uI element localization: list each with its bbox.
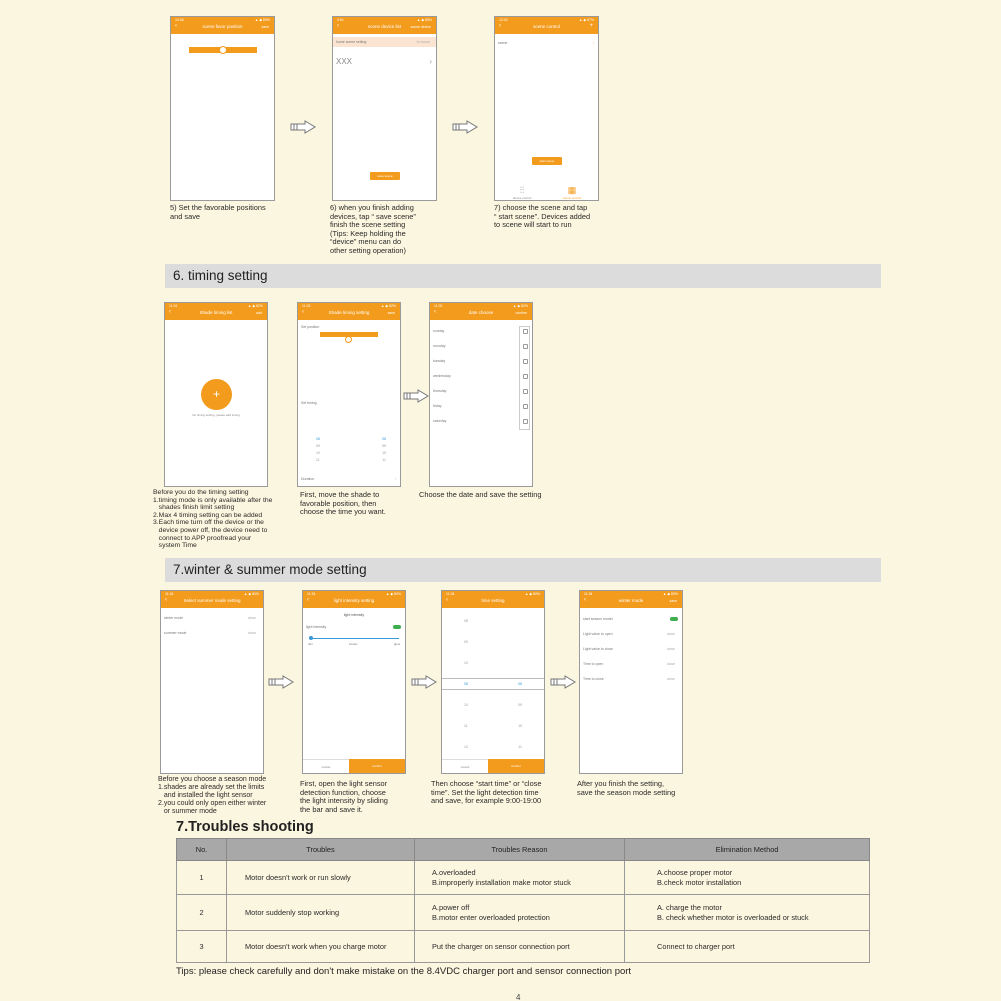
arrow-right-icon [411,675,437,689]
phone-screen-scene-device-list [332,16,437,201]
set-position-label: Set position [301,325,320,329]
column-header: No. [177,839,227,861]
save-button[interactable]: save [387,311,395,315]
column-header: Troubles [227,839,415,861]
app-header [442,591,544,608]
screen-title: Shade timing setting [328,310,370,315]
app-header [165,303,267,320]
slider-label-glow: glow [393,642,400,646]
tips-text: Tips: please check carefully and don't make mistake on the 8.4VDC charger port and sensor connection port [176,966,632,977]
table-row [177,861,870,895]
section-title-season-mode: 7.winter & summer mode setting [165,558,881,582]
day-label: sunday [433,329,445,333]
hour-value: 12 [464,745,468,749]
scene-setting-row[interactable] [333,37,436,47]
day-label: tuesday [433,359,446,363]
status-bar: 11:02 ▲ ◆ 82% [302,304,396,308]
screen-title: date choose [468,310,494,315]
duration-row[interactable] [298,477,400,481]
phone-screen-season-select [160,590,264,774]
start-scene-button[interactable]: start scene [532,157,562,165]
add-timing-fab[interactable] [201,379,232,410]
slider-labels [308,642,400,646]
screen-title: light intensity setting [333,598,375,603]
day-label: wednesday [433,374,451,378]
add-scene-button[interactable]: + [589,23,593,29]
phone-screen-timing-list [164,302,268,487]
column-header: Troubles Reason [415,839,625,861]
row-value: close [666,662,675,666]
slider-label-border: border [349,642,358,646]
start-season-label: start season model [583,617,613,621]
caption-step-5: 5) Set the favorable positions and save [170,203,266,221]
time-open-row[interactable] [580,662,682,666]
method-cell: A.choose proper motor B.check motor installation [625,861,870,895]
arrow-right-icon [550,675,576,689]
caption-timing-step2: Choose the date and save the setting [419,490,542,499]
section-title-timing: 6. timing setting [165,264,881,288]
hour-value: 11 [464,724,468,728]
status-bar: 11:01 ▲ ◆ 82% [169,304,263,308]
back-icon[interactable]: ‹ [446,597,448,603]
day-label: saturday [433,419,447,423]
scene-grid-icon: ▦ [567,185,577,195]
checkbox-icon[interactable] [523,374,528,379]
row-number: 1 [177,861,227,895]
confirm-tab[interactable]: confirm [349,759,405,773]
slider-handle-icon[interactable] [309,636,313,640]
screen-title: Select summer mode setting [183,598,241,603]
minute-value: 11 [382,458,386,462]
phone-screen-date-choose [429,302,533,487]
time-picker[interactable] [316,437,386,471]
time-open-label: Time to open [583,662,604,666]
device-row[interactable] [333,57,436,71]
chevron-right-icon: › [429,57,432,66]
caption-timing-notes: Before you do the timing setting 1.timing mode is only available after the shades finish limit setting 2.Max 4 timing setting can be added 3.Each time turn off the device or the device power off, the device need to connect to APP proofread your system Time [153,489,273,550]
chevron-right-icon: › [592,41,594,45]
save-button[interactable]: save [669,599,677,603]
mode-status: close [247,631,256,635]
minute-value: 09 [382,444,386,448]
app-header [430,303,532,320]
troubleshooting-title: 7.Troubles shooting [176,819,314,835]
add-timing-button[interactable]: add [256,311,262,315]
confirm-tab[interactable]: confirm [488,759,544,773]
cancel-tab[interactable]: cancel [303,759,349,773]
trouble-cell: Motor suddenly stop working [227,895,415,931]
shade-handle-icon[interactable] [219,46,227,54]
hour-selected: 08 [464,682,468,686]
device-control-label: device control [512,196,532,200]
day-row[interactable] [430,344,532,348]
phone-screen-scene-control [494,16,599,201]
status-bar: 11:02 ▲ ◆ 82% [434,304,528,308]
time-close-row[interactable] [580,677,682,681]
phone-screen-timing-setting [297,302,401,487]
checkbox-icon[interactable] [523,419,528,424]
status-bar: 11:34 ▲ ◆ 80% [446,592,540,596]
phone-screen-winter-mode [579,590,683,774]
status-bar: 11:34 ▲ ◆ 80% [165,592,259,596]
time-close-label: Time to close [583,677,604,681]
page-number: 4 [516,993,521,1001]
back-icon[interactable]: ‹ [584,597,586,603]
scene-device-button[interactable]: scene device [410,25,431,29]
mode-status: close [247,616,256,620]
row-value: close [666,677,675,681]
hour-value: 10 [316,451,320,455]
checkbox-icon[interactable] [523,389,528,394]
day-row[interactable] [430,419,532,423]
app-header [580,591,682,608]
confirm-button[interactable]: confirm [515,311,527,315]
arrow-right-icon [268,675,294,689]
back-icon[interactable]: ‹ [434,309,436,315]
caption-season-step1: First, open the light sensor detection function, choose the light intensity by sliding the bar and save it. [300,779,388,814]
arrow-right-icon [290,120,316,134]
reason-cell: A.overloaded B.improperly installation make motor stuck [415,861,625,895]
back-icon[interactable]: ‹ [337,23,339,29]
light-open-label: Light value to open [583,632,613,636]
hour-value: 08 [464,619,468,623]
status-bar: 12:02 ▲ ◆ 87% [499,18,594,22]
troubleshooting-table [176,838,870,963]
minute-value: 10 [518,724,522,728]
caption-timing-step1: First, move the shade to favorable position, then choose the time you want. [300,490,386,517]
device-name: XXX [336,57,353,66]
hour-value: 10 [464,661,468,665]
hour-value: 09 [316,444,320,448]
season-toggle[interactable] [670,617,678,621]
checkbox-icon[interactable] [523,359,528,364]
back-icon[interactable]: ‹ [175,23,177,29]
status-bar: 10:06 ▲ ◆ 89% [175,18,270,22]
start-season-row[interactable] [580,617,682,621]
winter-mode-row[interactable] [161,616,263,620]
chevron-right-icon: › [394,477,396,481]
back-icon[interactable]: ‹ [165,597,167,603]
app-header [298,303,400,320]
light-intensity-heading: light intensity [343,613,365,617]
time-wheel[interactable] [464,619,522,766]
light-close-label: Light value to close [583,647,613,651]
save-scene-button[interactable]: save scene [370,172,400,180]
minute-value: 08 [382,437,386,441]
trouble-cell: Motor doesn't work or run slowly [227,861,415,895]
screen-title: winter mode [618,598,644,603]
table-header-row [177,839,870,861]
minute-value: 09 [518,703,522,707]
screen-title: scene device list [367,24,402,29]
caption-season-step2: Then choose “start time” or “close time”. Set the light detection time and save, for example 9:00-19:00 [431,779,542,806]
status-bar: 11:34 ▲ ◆ 80% [307,592,401,596]
app-header [303,591,405,608]
scene-setting-value: to house [416,40,430,44]
day-row[interactable] [430,329,532,333]
day-label: monday [433,344,446,348]
reason-cell: A.power off B.motor enter overloaded protection [415,895,625,931]
back-icon[interactable]: ‹ [499,23,501,29]
minute-selected: 08 [518,682,522,686]
day-row[interactable] [430,389,532,393]
duration-label: Duration [301,477,315,481]
method-cell: Connect to charger port [625,931,870,963]
app-header [495,17,598,34]
back-icon[interactable]: ‹ [169,309,171,315]
method-cell: A. charge the motor B. check whether motor is overloaded or stuck [625,895,870,931]
row-value: close [666,647,675,651]
reason-cell: Put the charger on sensor connection port [415,931,625,963]
app-header [333,17,436,34]
scene-label: scene [498,41,508,45]
screen-title: time setting [481,598,505,603]
phone-screen-time-setting [441,590,545,774]
plus-icon: + [212,387,220,401]
light-intensity-row[interactable] [303,625,405,629]
day-label: friday [433,404,442,408]
sliders-icon: ⫶⫶ [519,185,525,195]
light-intensity-slider[interactable] [309,638,399,639]
row-number: 2 [177,895,227,931]
screen-title: scene control [533,24,560,29]
scene-control-label: scene control [563,196,581,200]
screen-title: scene favor position [202,24,243,29]
caption-season-notes: Before you choose a season mode 1.shades are already set the limits and installed the light sensor 2.you could only open either winter or summer mode [158,776,267,815]
back-icon[interactable]: ‹ [307,597,309,603]
arrow-right-icon [452,120,478,134]
column-header: Elimination Method [625,839,870,861]
summer-mode-label: summer mode [164,631,187,635]
save-button[interactable]: save [261,25,269,29]
checkbox-icon[interactable] [523,404,528,409]
hour-value: 11 [316,458,320,462]
minute-value: 11 [518,745,522,749]
winter-mode-label: winter mode [164,616,184,620]
checkbox-icon[interactable] [523,329,528,334]
app-header [161,591,263,608]
slider-label-dim: dim [308,642,313,646]
checkbox-icon[interactable] [523,344,528,349]
day-row[interactable] [430,404,532,408]
table-row [177,895,870,931]
table-row [177,931,870,963]
light-close-row[interactable] [580,647,682,651]
scene-control-tab[interactable] [557,185,587,200]
hour-value: 10 [464,703,468,707]
arrow-right-icon [403,389,429,403]
caption-season-step3: After you finish the setting, save the season mode setting [577,779,676,797]
back-icon[interactable]: ‹ [302,309,304,315]
no-timing-hint: No timing setting, please add timing [192,413,240,417]
hour-value: 09 [464,640,468,644]
row-value: close [666,632,675,636]
shade-handle-icon[interactable] [345,336,352,343]
hour-value: 08 [316,437,320,441]
scene-setting-label: home scene setting [336,40,367,44]
row-number: 3 [177,931,227,963]
trouble-cell: Motor doesn't work when you charge motor [227,931,415,963]
light-intensity-toggle[interactable] [393,625,401,629]
status-bar: 11:34 ▲ ◆ 80% [584,592,678,596]
phone-screen-favor-position [170,16,275,201]
day-row[interactable] [430,374,532,378]
day-row[interactable] [430,359,532,363]
minute-value: 10 [382,451,386,455]
caption-step-6: 6) when you finish adding devices, tap “ save scene” finish the scene setting (Tips: Keep holding the “device” menu can do other setting operation) [330,203,416,255]
day-label: thursday [433,389,447,393]
status-bar: 9:51 ▲ ◆ 85% [337,18,432,22]
device-control-tab[interactable] [507,185,537,200]
scene-row[interactable] [495,41,598,49]
cancel-tab[interactable]: cancel [442,759,488,773]
caption-step-7: 7) choose the scene and tap “ start scene”. Devices added to scene will start to run [494,203,591,230]
set-timing-label: Set timing [301,401,317,405]
app-header [171,17,274,34]
light-open-row[interactable] [580,632,682,636]
light-intensity-label: light intensity [306,625,327,629]
summer-mode-row[interactable] [161,631,263,635]
screen-title: Shade timing list [199,310,233,315]
phone-screen-light-intensity [302,590,406,774]
